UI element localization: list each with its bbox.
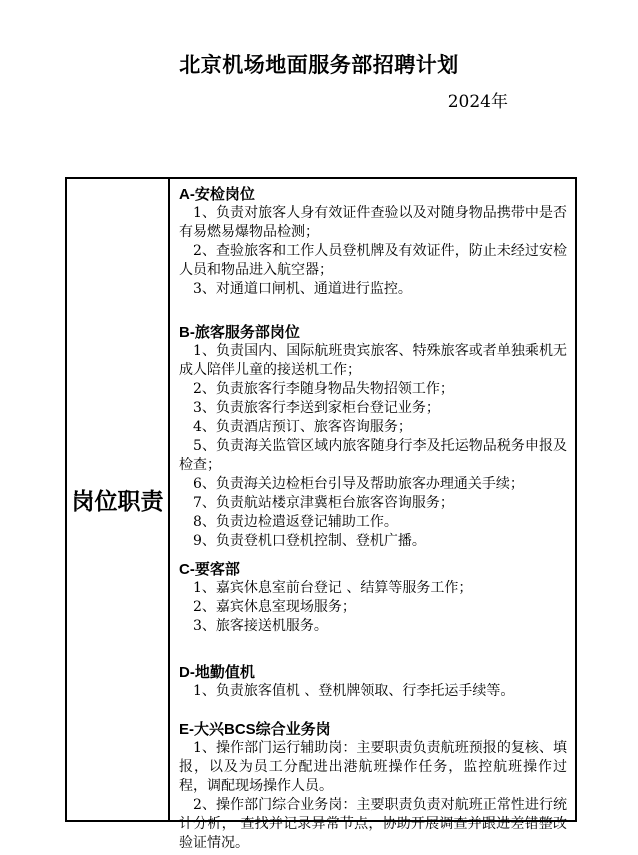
section-a-heading: A-安检岗位 xyxy=(179,186,255,203)
duty-item: 8、负责边检遣返登记辅助工作。 xyxy=(193,514,398,530)
section-d xyxy=(179,663,567,701)
duty-item: 1、负责对旅客人身有效证件查验以及对随身物品携带中是否有易燃易爆物品检测； xyxy=(179,205,567,240)
duty-item: 9、负责登机口登机控制、登机广播。 xyxy=(193,533,426,549)
duty-item: 1、操作部门运行辅助岗：主要职责负责航班预报的复核、填报，以及为员工分配进出港航班操作任务，监控航班操作过程，调配现场操作人员。 xyxy=(179,740,567,794)
duty-item: 5、负责海关监管区域内旅客随身行李及托运物品税务申报及检查； xyxy=(179,438,567,473)
row-label: 岗位职责 xyxy=(71,488,164,514)
duty-item: 6、负责海关边检柜台引导及帮助旅客办理通关手续； xyxy=(193,476,524,492)
duty-item: 3、负责旅客行李送到家柜台登记业务； xyxy=(193,400,440,416)
duty-item: 2、负责旅客行李随身物品失物招领工作； xyxy=(193,381,454,397)
duty-item: 3、对通道口闸机、通道进行监控。 xyxy=(193,281,412,297)
section-d-heading: D-地勤值机 xyxy=(179,664,255,681)
section-c-heading: C-要客部 xyxy=(179,561,240,578)
section-e-heading: E-大兴BCS综合业务岗 xyxy=(179,721,331,738)
duty-table xyxy=(65,177,577,851)
duty-item: 2、查验旅客和工作人员登机牌及有效证件，防止未经过安检人员和物品进入航空器； xyxy=(179,243,567,278)
duty-item: 1、负责国内、国际航班贵宾旅客、特殊旅客或者单独乘机无成人陪伴儿童的接送机工作； xyxy=(179,343,567,378)
section-b-heading: B-旅客服务部岗位 xyxy=(179,324,300,341)
table-row-header-cell xyxy=(67,179,170,820)
document-year: 2024年 xyxy=(447,92,508,112)
section-e xyxy=(179,720,567,853)
duty-item: 1、嘉宾休息室前台登记 、结算等服务工作； xyxy=(193,580,473,596)
page-title: 北京机场地面服务部招聘计划 xyxy=(179,54,459,77)
duty-item: 1、负责旅客值机 、登机牌领取、行李托运手续等。 xyxy=(193,683,515,699)
duty-item: 2、操作部门综合业务岗：主要职责负责对航班正常性进行统计分析， 查找并记录异常节点，协助开展调查并跟进差错整改验证情况。 xyxy=(179,797,567,851)
section-c xyxy=(179,560,567,636)
duty-item: 7、负责航站楼京津冀柜台旅客咨询服务； xyxy=(193,495,454,511)
duty-item: 4、负责酒店预订、旅客咨询服务； xyxy=(193,419,412,435)
duty-item: 3、旅客接送机服务。 xyxy=(193,618,328,634)
table-content-cell xyxy=(170,179,575,851)
section-a xyxy=(179,185,567,299)
duty-item: 2、嘉宾休息室现场服务； xyxy=(193,599,356,615)
section-b xyxy=(179,323,567,551)
